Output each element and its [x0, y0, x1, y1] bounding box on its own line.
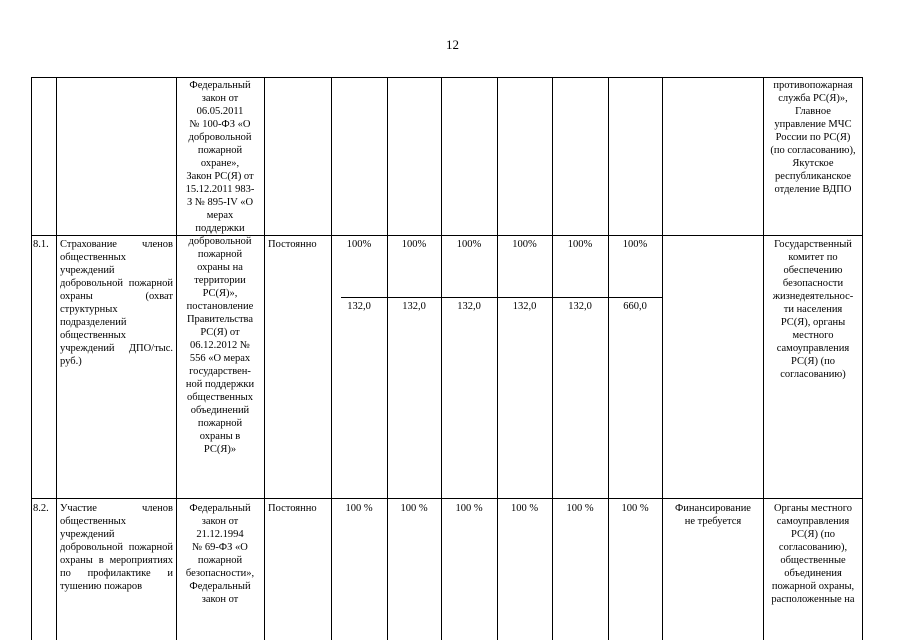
- executor-cell: Органы местного самоуправления РС(Я) (по согласованию), общественные объединения пожарной охраны, расположенные на: [771, 503, 855, 605]
- percent-value: 100 %: [400, 503, 428, 514]
- percent-value: 100%: [622, 239, 648, 250]
- amount-value: 132,0: [457, 301, 481, 312]
- amount-value: 660,0: [623, 301, 647, 312]
- percent-value: 100%: [567, 239, 593, 250]
- amount-value: 132,0: [568, 301, 592, 312]
- percent-value: 100%: [401, 239, 427, 250]
- page-number: 12: [446, 37, 459, 52]
- amount-value: 132,0: [347, 301, 371, 312]
- amount-value: 132,0: [512, 301, 537, 312]
- executor-cell: Государственный комитет по обеспечению безопасности жизнедеятельнос- ти населения РС(Я), органы местного самоуправления РС(Я) (по согласованию): [772, 239, 854, 380]
- financing-cell: Финансирование не требуется: [675, 503, 751, 527]
- executor-cell: противопожарная служба РС(Я)», Главное управление МЧС России по РС(Я) (по согласованию), Якутское республиканское отделение ВДПО: [770, 80, 856, 195]
- percent-value: 100 %: [345, 503, 373, 514]
- percent-value: 100%: [456, 239, 482, 250]
- percent-value: 100 %: [455, 503, 483, 514]
- legal-basis-cell: Федеральный закон от 06.05.2011 № 100-ФЗ «О добровольной пожарной охране», Закон РС(Я) от 15.12.2011 983- З № 895-IV «О мерах поддержки добровольной пожарной охраны на территории РС(Я)», постановление Правительства РС(Я) от 06.12.2012 № 556 «О мерах государствен- ной поддержки общественных объединений пожарной охраны в РС(Я)»: [185, 80, 255, 455]
- row-number: 8.1.: [33, 239, 49, 250]
- legal-basis-cell: Федеральный закон от 21.12.1994 № 69-ФЗ «О пожарной безопасности», Федеральный закон от: [185, 503, 255, 605]
- measure-name-cell: Участие членов общественных учреждений добровольной пожарной охраны в мероприятиях по профилактике и тушению пожаров: [60, 503, 173, 592]
- amount-value: 132,0: [402, 301, 426, 312]
- period-cell: Постоянно: [268, 239, 317, 250]
- percent-value: 100%: [346, 239, 372, 250]
- percent-value: 100 %: [510, 503, 539, 514]
- percent-value: 100%: [512, 239, 537, 250]
- measure-name-cell: Страхование членов общественных учреждений добровольной пожарной охраны (охват структурных подразделений общественных учреждений ДПО/тыс. руб.): [60, 239, 173, 367]
- percent-value: 100 %: [566, 503, 594, 514]
- row-number: 8.2.: [33, 503, 49, 514]
- period-cell: Постоянно: [268, 503, 317, 514]
- percent-value: 100 %: [621, 503, 649, 514]
